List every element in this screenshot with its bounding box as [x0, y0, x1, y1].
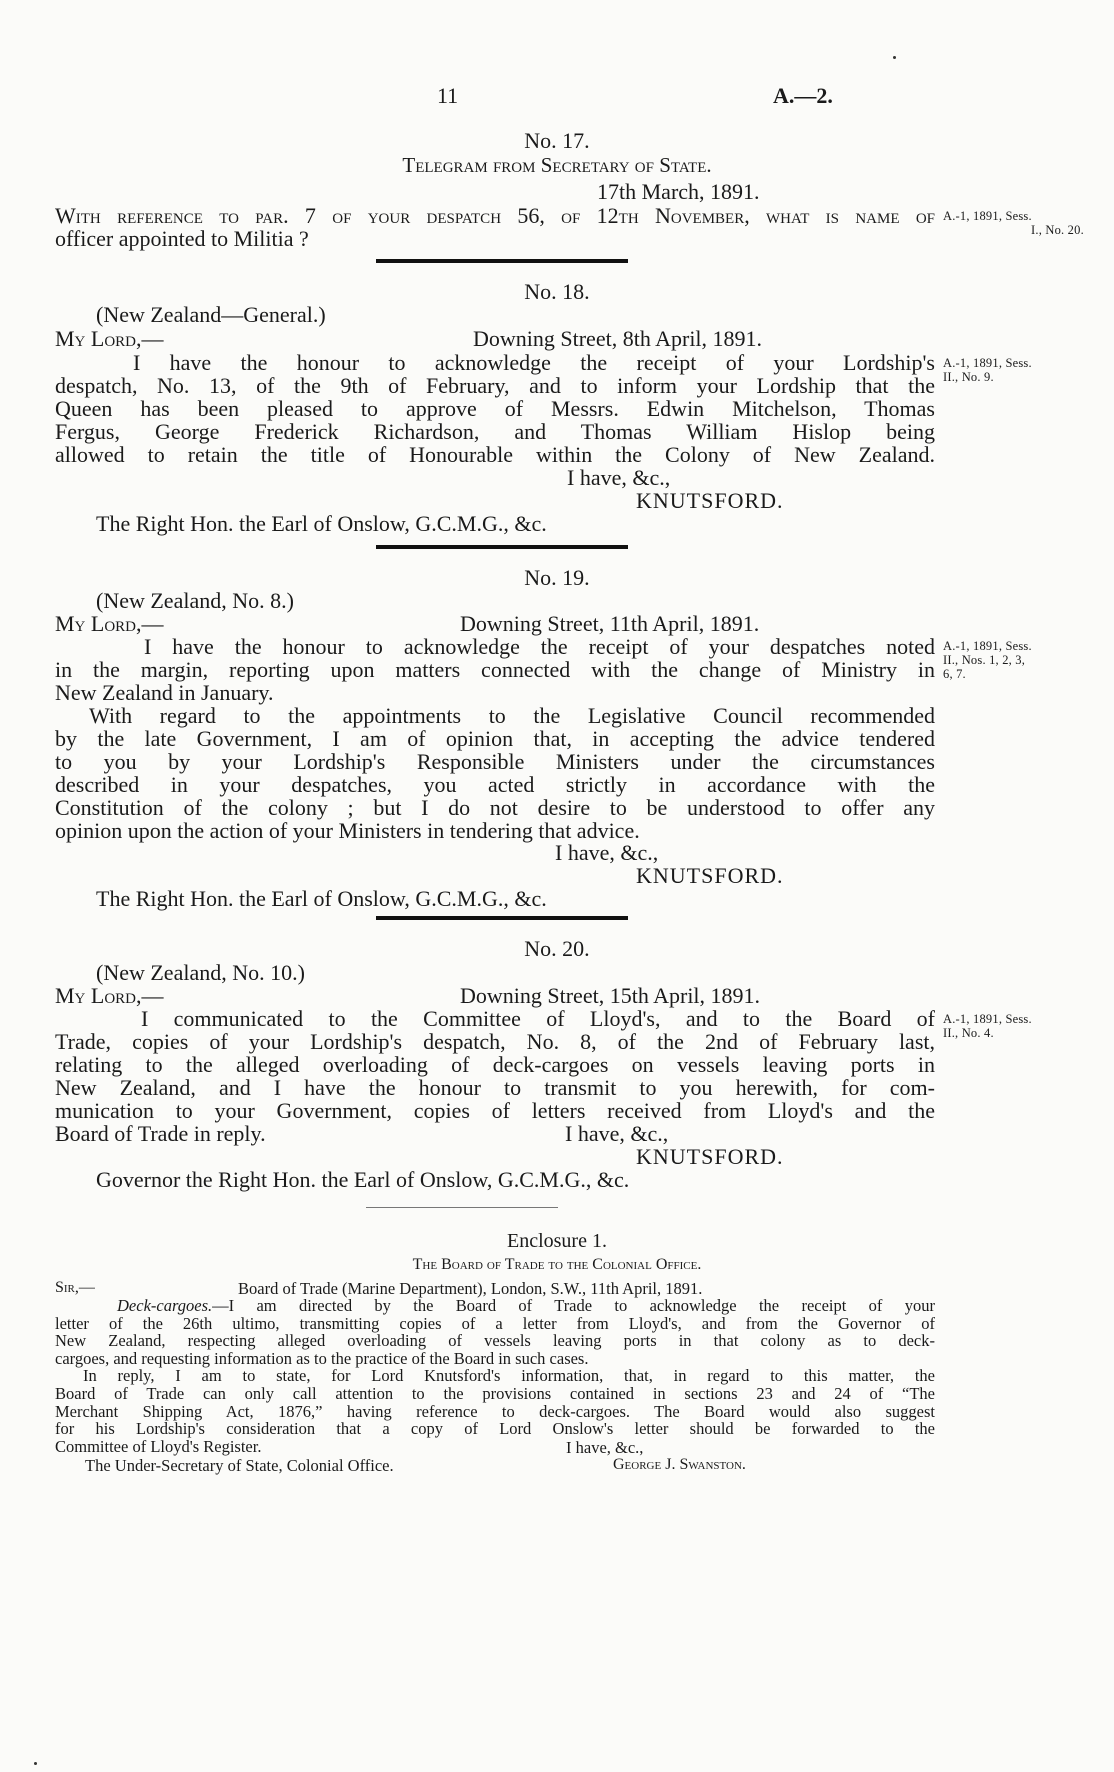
enclosure-line-7: Merchant Shipping Act, 1876,” having reference to deck-cargoes. The Board would also suggest — [55, 1401, 935, 1421]
enclosure-line-6: Board of Trade can only call attention to the provisions contained in sections 23 and 24 of “The — [55, 1383, 935, 1403]
no19-margin-line-2: II., Nos. 1, 2, 3, — [943, 653, 1026, 667]
no19-line-8: Constitution of the colony ; but I do not desire to be understood to offer any — [55, 795, 935, 820]
document-ref: A.—2. — [773, 83, 833, 108]
no19-signature: KNUTSFORD. — [636, 863, 784, 888]
no19-number: No. 19. — [524, 565, 590, 590]
no18-line-5: allowed to retain the title of Honourable within the Colony of New Zealand. — [55, 442, 935, 467]
section-rule — [376, 916, 628, 920]
no19-margin-line-3: 6, 7. — [943, 667, 966, 681]
no17-date: 17th March, 1891. — [597, 179, 760, 204]
enclosure-line-2: letter of the 26th ultimo, transmitting copies of a letter from Lloyd's, and from the Governor of — [55, 1313, 935, 1333]
enclosure-line-3: New Zealand, respecting alleged overloading of vessels leaving ports in that colony as to deck- — [55, 1331, 935, 1351]
enclosure-closing: I have, &c., — [566, 1438, 644, 1457]
no19-series: (New Zealand, No. 8.) — [96, 588, 294, 613]
no20-line-2: Trade, copies of your Lordship's despatch, No. 8, of the 2nd of February last, — [55, 1029, 935, 1054]
no18-salutation: My Lord,— — [55, 326, 164, 351]
enclosure-line-1 — [55, 1297, 935, 1315]
no19-margin-note — [943, 639, 1032, 681]
no20-closing: I have, &c., — [565, 1121, 669, 1146]
no18-line-4: Fergus, George Frederick Richardson, and Thomas William Hislop being — [55, 419, 935, 444]
no19-line-3: New Zealand in January. — [55, 680, 274, 705]
no19-line-1: I have the honour to acknowledge the receipt of your despatches noted — [144, 634, 935, 659]
no18-margin-line-2: II., No. 9. — [943, 370, 994, 384]
no17-margin-line-1: A.-1, 1891, Sess. — [943, 209, 1032, 223]
no20-margin-line-2: II., No. 4. — [943, 1026, 994, 1040]
no19-line-9: opinion upon the action of your Ministers in tendering that advice. — [55, 818, 640, 843]
enclosure-text — [55, 1297, 935, 1455]
no17-line-2: officer appointed to Militia ? — [55, 226, 309, 251]
enclosure-addressee: The Under-Secretary of State, Colonial Office. — [85, 1456, 394, 1475]
enclosure-date: Board of Trade (Marine Department), London, S.W., 11th April, 1891. — [238, 1279, 703, 1298]
no18-closing: I have, &c., — [567, 465, 671, 490]
no19-closing: I have, &c., — [555, 840, 659, 865]
no20-number: No. 20. — [524, 936, 590, 961]
speck — [893, 56, 896, 59]
no20-line-1: I communicated to the Committee of Lloyd's, and to the Board of — [141, 1006, 935, 1031]
no20-signature: KNUTSFORD. — [636, 1144, 784, 1169]
no17-number: No. 17. — [524, 128, 590, 153]
enclosure-signature: George J. Swanston. — [613, 1456, 746, 1473]
no18-text — [55, 351, 935, 466]
section-rule — [376, 545, 628, 549]
no17-heading: Telegram from Secretary of State. — [402, 153, 712, 177]
no18-margin-note — [943, 356, 1032, 384]
no18-line-1: I have the honour to acknowledge the receipt of your Lordship's — [133, 350, 935, 375]
no19-line-2: in the margin, reporting upon matters connected with the change of Ministry in — [55, 657, 935, 682]
no18-number: No. 18. — [524, 279, 590, 304]
enclosure-sidenote: Deck-cargoes. — [117, 1296, 213, 1315]
no20-date: Downing Street, 15th April, 1891. — [460, 983, 761, 1008]
no18-line-3: Queen has been pleased to approve of Messrs. Edwin Mitchelson, Thomas — [55, 396, 935, 421]
enclosure-line-5: In reply, I am to state, for Lord Knutsford's information, that, in regard to this matter, the — [83, 1366, 935, 1386]
no19-addressee: The Right Hon. the Earl of Onslow, G.C.M.G., &c. — [96, 886, 547, 911]
section-rule — [376, 259, 628, 263]
no18-margin-line-1: A.-1, 1891, Sess. — [943, 356, 1032, 370]
no20-line-3: relating to the alleged overloading of deck-cargoes on vessels leaving ports in — [55, 1052, 935, 1077]
speck — [34, 1762, 37, 1765]
no20-addressee: Governor the Right Hon. the Earl of Onslow, G.C.M.G., &c. — [96, 1167, 630, 1192]
enclosure-line-9: Committee of Lloyd's Register. — [55, 1436, 262, 1456]
no18-line-2: despatch, No. 13, of the 9th of February, and to inform your Lordship that the — [55, 373, 935, 398]
no17-margin-line-2: I., No. 20. — [1031, 223, 1084, 237]
no20-margin-note — [943, 1012, 1032, 1040]
no19-line-7: described in your despatches, you acted strictly in accordance with the — [55, 772, 935, 797]
enclosure-title: Enclosure 1. — [507, 1230, 607, 1252]
no19-text — [55, 635, 935, 842]
no18-addressee: The Right Hon. the Earl of Onslow, G.C.M.G., &c. — [96, 511, 547, 536]
no17-line-1 — [55, 204, 935, 227]
page-number: 11 — [437, 83, 459, 108]
enclosure-heading: The Board of Trade to the Colonial Office. — [412, 1256, 702, 1273]
no20-text — [55, 1007, 935, 1145]
enclosure-divider — [366, 1207, 558, 1208]
no19-date: Downing Street, 11th April, 1891. — [460, 611, 760, 636]
no19-line-4: With regard to the appointments to the Legislative Council recommended — [89, 703, 935, 728]
no20-line-5: munication to your Government, copies of letters received from Lloyd's and the — [55, 1098, 935, 1123]
no18-series: (New Zealand—General.) — [96, 302, 326, 327]
no19-margin-line-1: A.-1, 1891, Sess. — [943, 639, 1032, 653]
enclosure-line-4: cargoes, and requesting information as to the practice of the Board in such cases. — [55, 1348, 589, 1368]
no20-line-6: Board of Trade in reply. — [55, 1121, 266, 1146]
no17-margin-note — [943, 209, 1084, 237]
no20-line-4: New Zealand, and I have the honour to transmit to you herewith, for com- — [55, 1075, 935, 1100]
no19-line-5: by the late Government, I am of opinion that, in accepting the advice tendered — [55, 726, 935, 751]
no20-margin-line-1: A.-1, 1891, Sess. — [943, 1012, 1032, 1026]
enclosure-line-1-text: —I am directed by the Board of Trade to acknowledge the receipt of your — [212, 1296, 935, 1315]
no19-line-6: to you by your Lordship's Responsible Ministers under the circumstances — [55, 749, 935, 774]
no17-text — [55, 204, 935, 250]
no18-date: Downing Street, 8th April, 1891. — [473, 326, 763, 351]
no20-salutation: My Lord,— — [55, 983, 164, 1008]
no19-salutation: My Lord,— — [55, 611, 164, 636]
no17-line-1-text: With reference to par. 7 of your despatch 56, of 12th November, what is name of — [55, 203, 935, 228]
enclosure-salutation: Sir,— — [55, 1279, 95, 1296]
no20-series: (New Zealand, No. 10.) — [96, 960, 305, 985]
no18-signature: KNUTSFORD. — [636, 488, 784, 513]
enclosure-line-8: for his Lordship's consideration that a copy of Lord Onslow's letter should be forwarded to the — [55, 1419, 935, 1439]
